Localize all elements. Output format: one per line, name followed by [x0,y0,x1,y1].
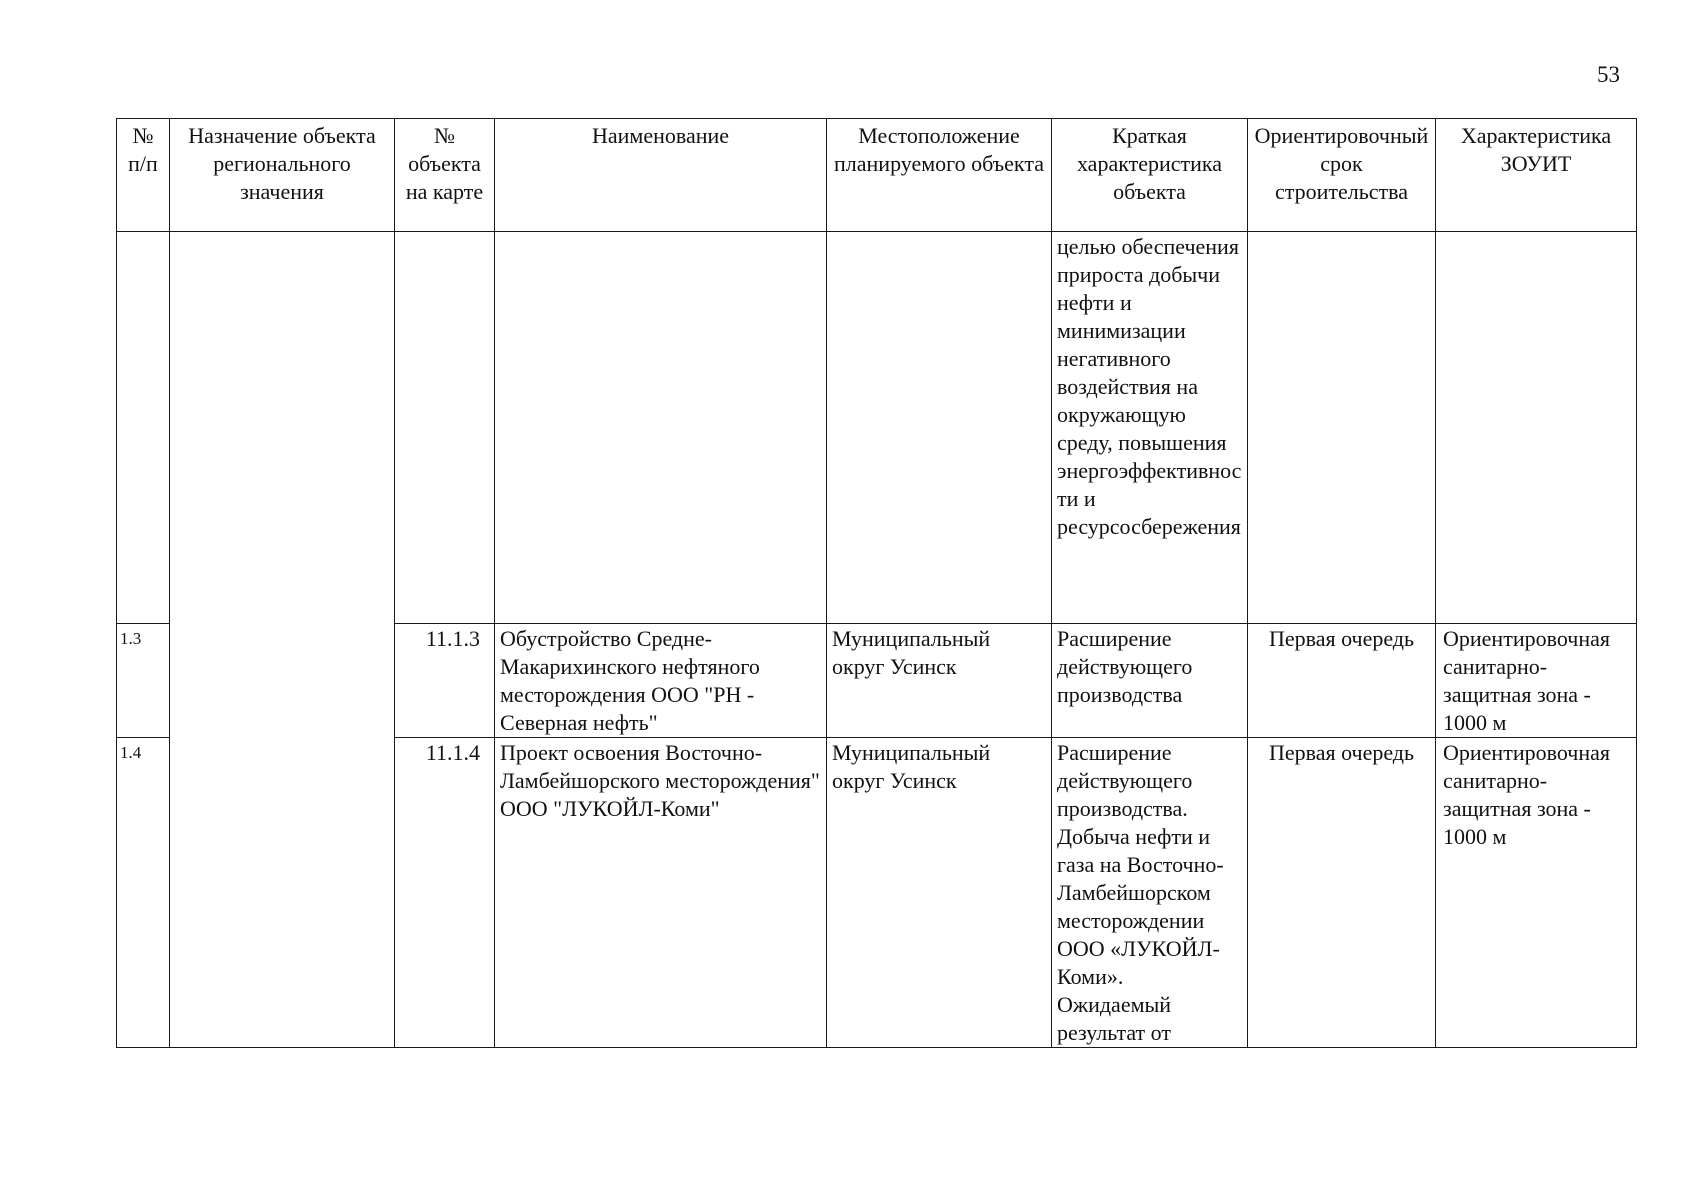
header-purpose: Назначение объекта регионального значения [170,119,395,232]
header-zone: Характеристика ЗОУИТ [1436,119,1637,232]
cell-num [117,232,170,624]
cell-num: 1.4 [117,738,170,1048]
header-num: № п/п [117,119,170,232]
objects-table [116,118,1637,1048]
page-number: 53 [1597,62,1620,87]
cell-purpose [170,232,395,1048]
table-row-continuation [117,232,1637,624]
cell-zone: Ориентировочная санитарно-защитная зона - 1000 м [1436,624,1637,738]
header-location: Местоположение планируемого объекта [827,119,1052,232]
cell-code: 11.1.3 [395,624,495,738]
cell-name: Обустройство Средне-Макарихинского нефтяного месторождения ООО "РН - Северная нефть" [495,624,827,738]
cell-term: Первая очередь [1248,624,1436,738]
cell-description: Расширение действующего производства [1052,624,1248,738]
cell-location: Муниципальный округ Усинск [827,624,1052,738]
table-header-row [117,119,1637,232]
cell-code [395,232,495,624]
cell-location: Муниципальный округ Усинск [827,738,1052,1048]
cell-num: 1.3 [117,624,170,738]
cell-code: 11.1.4 [395,738,495,1048]
cell-term [1248,232,1436,624]
cell-term: Первая очередь [1248,738,1436,1048]
header-map-number: № объекта на карте [395,119,495,232]
cell-description: Расширение действующего производства. Добыча нефти и газа на Восточно-Ламбейшорском месторождении ООО «ЛУКОЙЛ-Коми». Ожидаемый результат от [1052,738,1248,1048]
cell-description: целью обеспечения прироста добычи нефти и минимизации негативного воздействия на окружающую среду, повышения энергоэффективности и ресурсосбережения [1052,232,1248,624]
cell-zone [1436,232,1637,624]
cell-location [827,232,1052,624]
cell-zone: Ориентировочная санитарно-защитная зона - 1000 м [1436,738,1637,1048]
header-description: Краткая характеристика объекта [1052,119,1248,232]
header-name: Наименование [495,119,827,232]
header-term: Ориентировочный срок строительства [1248,119,1436,232]
cell-name [495,232,827,624]
cell-name: Проект освоения Восточно-Ламбейшорского месторождения" ООО "ЛУКОЙЛ-Коми" [495,738,827,1048]
